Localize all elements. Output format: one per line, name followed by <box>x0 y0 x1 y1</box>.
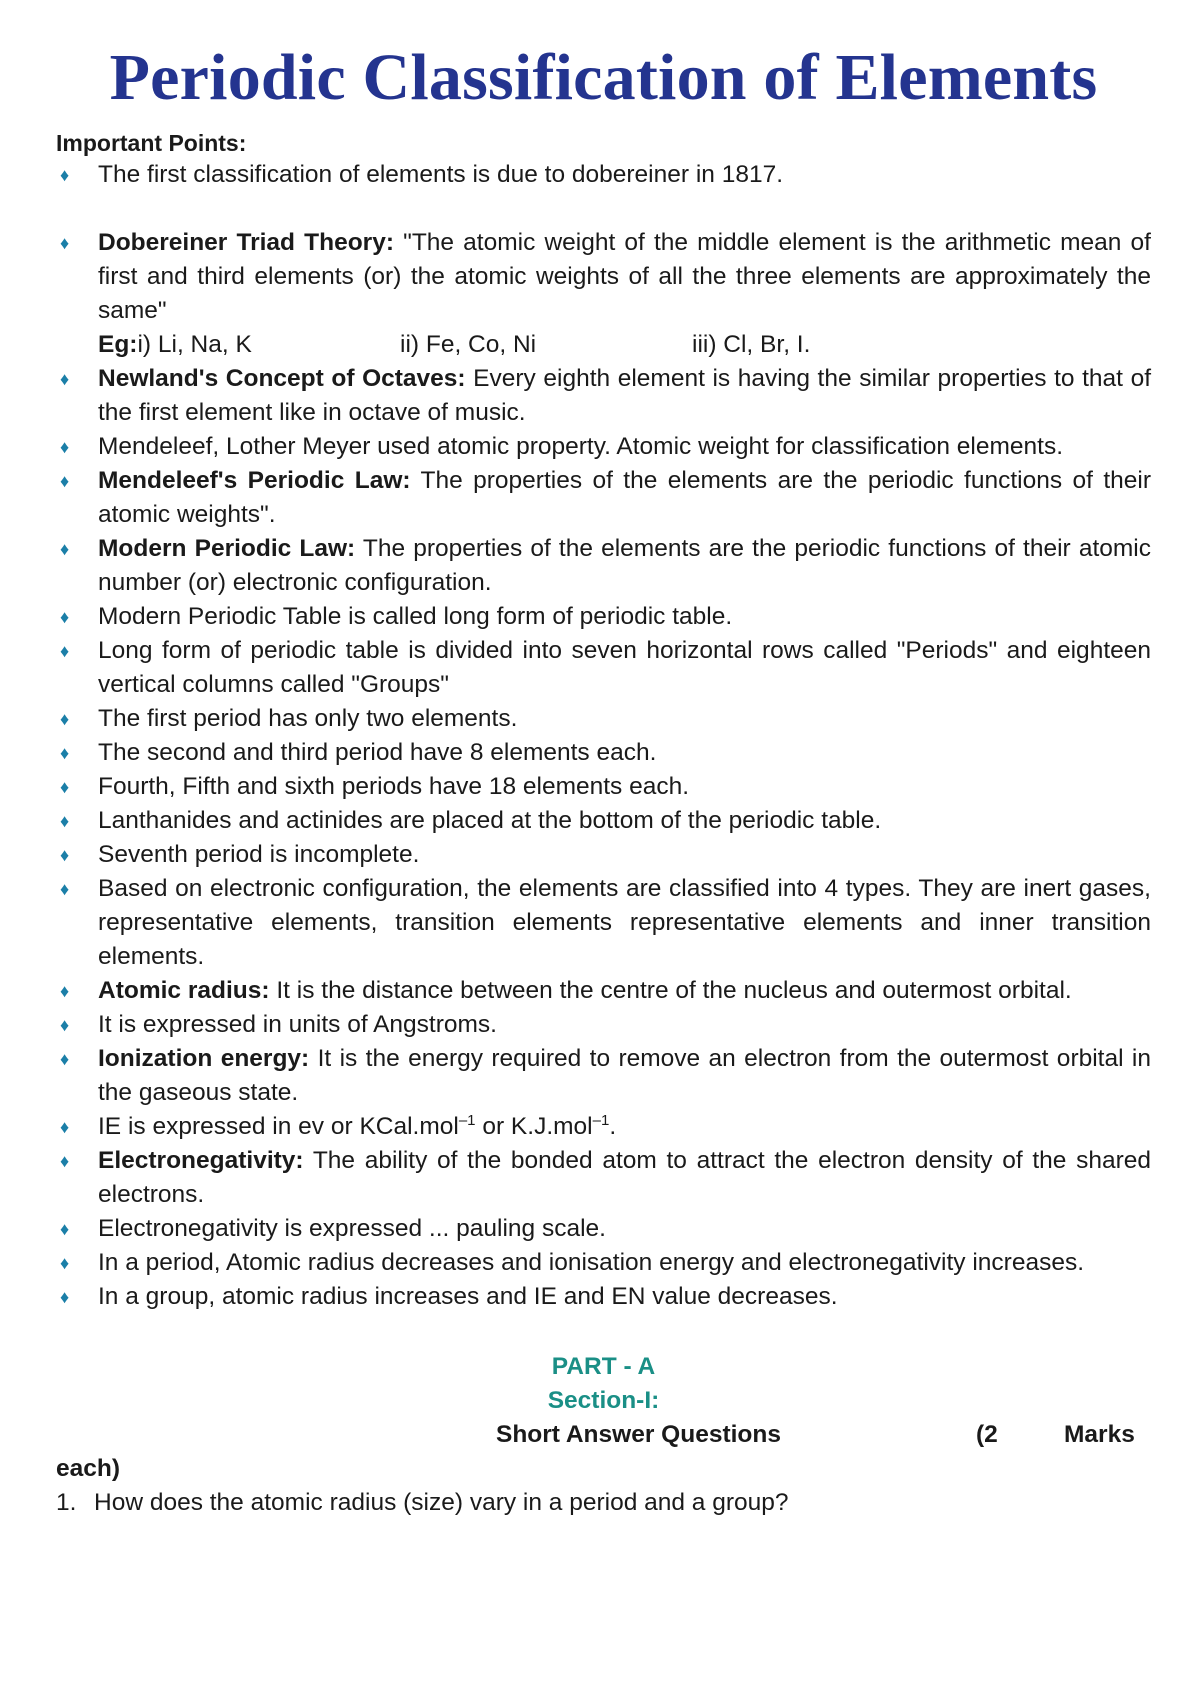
point-text: Electronegativity is expressed ... pauling scale. <box>98 1215 606 1242</box>
marks-text: Marks <box>1064 1421 1135 1448</box>
point-term: Ionization energy: <box>98 1045 310 1072</box>
point-term: Newland's Concept of Octaves: <box>98 365 466 392</box>
superscript: –1 <box>458 1111 476 1129</box>
diamond-bullet-icon: ♦ <box>60 743 70 763</box>
diamond-bullet-icon: ♦ <box>60 607 70 627</box>
diamond-bullet-icon: ♦ <box>60 1015 70 1035</box>
list-item <box>56 1008 1151 1042</box>
diamond-bullet-icon: ♦ <box>60 1049 70 1069</box>
question-number: 1. <box>56 1489 77 1516</box>
diamond-bullet-icon: ♦ <box>60 811 70 831</box>
list-item <box>56 872 1151 974</box>
point-text: Seventh period is incomplete. <box>98 841 420 868</box>
diamond-bullet-icon: ♦ <box>60 777 70 797</box>
example-3: iii) Cl, Br, I. <box>692 331 811 358</box>
point-text: It is the energy required to remove an electron from the outermost orbital in the gaseous state. <box>98 1045 1151 1106</box>
list-item <box>56 838 1151 872</box>
list-item <box>56 464 1151 532</box>
diamond-bullet-icon: ♦ <box>60 471 70 491</box>
list-item <box>56 430 1151 464</box>
short-answer-heading <box>56 1418 1151 1452</box>
diamond-bullet-icon: ♦ <box>60 1117 70 1137</box>
point-text: In a group, atomic radius increases and IE and EN value decreases. <box>98 1283 838 1310</box>
point-text: The ability of the bonded atom to attract the electron density of the shared electrons. <box>98 1147 1151 1208</box>
section-heading: Section-I: <box>547 1387 660 1414</box>
ie-units-text: IE is expressed in ev or KCal.mol <box>98 1113 459 1140</box>
point-text: The first classification of elements is due to dobereiner in 1817. <box>98 161 784 188</box>
point-text: Long form of periodic table is divided into seven horizontal rows called "Periods" and eighteen vertical columns called "Groups" <box>98 637 1151 698</box>
diamond-bullet-icon: ♦ <box>60 369 70 389</box>
point-term: Mendeleef's Periodic Law: <box>98 467 411 494</box>
examples-row <box>98 328 1151 362</box>
diamond-bullet-icon: ♦ <box>60 539 70 559</box>
list-item <box>56 362 1151 430</box>
list-item <box>56 600 1151 634</box>
ie-units-text: or K.J.mol <box>475 1113 593 1140</box>
point-term: Modern Periodic Law: <box>98 535 356 562</box>
superscript: –1 <box>592 1111 610 1129</box>
list-item <box>56 804 1151 838</box>
list-item <box>56 736 1151 770</box>
point-text: The properties of the elements are the periodic functions of their atomic number (or) electronic configuration. <box>98 535 1152 596</box>
diamond-bullet-icon: ♦ <box>60 1287 70 1307</box>
point-term: Dobereiner Triad Theory: <box>98 229 394 256</box>
page-title: Periodic Classification of Elements <box>109 41 1098 114</box>
part-heading: PART - A <box>551 1353 656 1380</box>
diamond-bullet-icon: ♦ <box>60 1219 70 1239</box>
point-term: Atomic radius: <box>98 977 270 1004</box>
list-item <box>56 1246 1151 1280</box>
points-list <box>56 158 1151 1314</box>
point-text: Lanthanides and actinides are placed at the bottom of the periodic table. <box>98 807 882 834</box>
list-item <box>56 1110 1151 1144</box>
point-text: It is expressed in units of Angstroms. <box>98 1011 497 1038</box>
document-page <box>56 40 1151 1520</box>
list-item <box>56 1212 1151 1246</box>
list-item <box>56 702 1151 736</box>
point-text: It is the distance between the centre of the nucleus and outermost orbital. <box>269 977 1072 1004</box>
list-item <box>56 226 1151 362</box>
diamond-bullet-icon: ♦ <box>60 1151 70 1171</box>
list-item <box>56 974 1151 1008</box>
point-text: Mendeleef, Lother Meyer used atomic property. Atomic weight for classification elements. <box>98 433 1064 460</box>
ie-units-text: . <box>609 1113 617 1140</box>
list-item <box>56 634 1151 702</box>
diamond-bullet-icon: ♦ <box>60 233 70 253</box>
important-points-heading: Important Points: <box>56 130 247 156</box>
diamond-bullet-icon: ♦ <box>60 709 70 729</box>
point-text: Fourth, Fifth and sixth periods have 18 elements each. <box>98 773 690 800</box>
list-item <box>56 770 1151 804</box>
diamond-bullet-icon: ♦ <box>60 165 70 185</box>
marks-text: (2 <box>976 1421 998 1448</box>
point-text: The properties of the elements are the periodic functions of their atomic weights". <box>98 467 1151 528</box>
list-item <box>56 1280 1151 1314</box>
diamond-bullet-icon: ♦ <box>60 1253 70 1273</box>
example-2: ii) Fe, Co, Ni <box>400 331 537 358</box>
point-text: The second and third period have 8 elements each. <box>98 739 657 766</box>
point-text: Modern Periodic Table is called long form of periodic table. <box>98 603 733 630</box>
point-text: "The atomic weight of the middle element is the arithmetic mean of first and third elements (or) the atomic weights of all the three elements are approximately the same" <box>98 229 1151 324</box>
example-1: i) Li, Na, K <box>137 331 252 358</box>
question-text: How does the atomic radius (size) vary in a period and a group? <box>94 1489 789 1516</box>
list-item <box>56 532 1151 600</box>
diamond-bullet-icon: ♦ <box>60 845 70 865</box>
diamond-bullet-icon: ♦ <box>60 641 70 661</box>
point-text: Based on electronic configuration, the elements are classified into 4 types. They are inert gases, representative elements, transition elements representative elements and inner transition elements. <box>98 875 1151 970</box>
point-term: Electronegativity: <box>98 1147 304 1174</box>
marks-each-text: each) <box>56 1455 121 1482</box>
examples-label: Eg: <box>98 331 138 358</box>
short-answer-label: Short Answer Questions <box>496 1421 781 1448</box>
question-item <box>56 1486 1151 1520</box>
list-item <box>56 1042 1151 1110</box>
point-text: The first period has only two elements. <box>98 705 518 732</box>
point-text: Every eighth element is having the similar properties to that of the first element like in octave of music. <box>98 365 1151 426</box>
point-text: In a period, Atomic radius decreases and ionisation energy and electronegativity increases. <box>98 1249 1085 1276</box>
diamond-bullet-icon: ♦ <box>60 437 70 457</box>
diamond-bullet-icon: ♦ <box>60 981 70 1001</box>
list-item <box>56 158 1151 192</box>
diamond-bullet-icon: ♦ <box>60 879 70 899</box>
list-item <box>56 1144 1151 1212</box>
